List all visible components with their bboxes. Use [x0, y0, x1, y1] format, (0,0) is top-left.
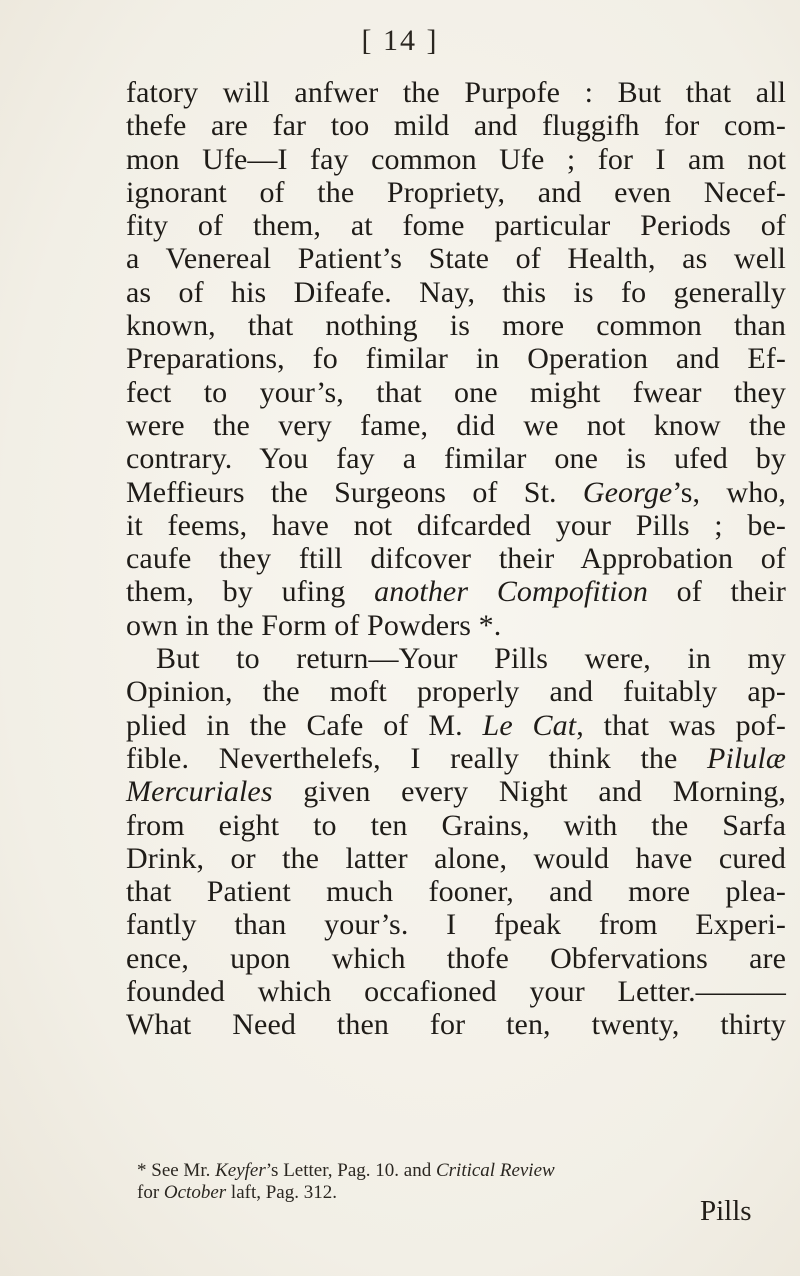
text-line: ence, upon which thofe Obfervations are [126, 941, 786, 975]
footnote-review: Critical Review [435, 1160, 555, 1181]
text-line: What Need then for ten, twenty, thirty [126, 1008, 786, 1042]
footnote-line [137, 1182, 737, 1204]
text-line: ignorant of the Propriety, and even Necef- [126, 175, 786, 209]
footnote-name: Keyfer [215, 1160, 266, 1181]
text-segment: fible. Neverthelefs, I really think the [126, 741, 708, 775]
footnote-text: laft, Pag. 312. [226, 1182, 337, 1203]
text-line: a Venereal Patient’s State of Health, as well [126, 242, 786, 276]
text-line [126, 775, 786, 808]
text-line: were the very fame, did we not know the [126, 408, 786, 442]
text-line: as of his Difeafe. Nay, this is fo generally [126, 275, 786, 309]
italic-segment: another Compofition [374, 575, 648, 609]
text-line: Preparations, fo fimilar in Operation and Ef- [126, 342, 786, 376]
text-line: fantly than your’s. I fpeak from Experi- [126, 908, 786, 942]
text-segment: , that was pof- [576, 708, 786, 742]
text-segment: given every Night and Morning, [272, 775, 786, 809]
footnote-line [137, 1160, 737, 1182]
italic-segment: Pilulæ [707, 741, 786, 775]
italic-segment: Mercuriales [126, 775, 273, 809]
page-number: [ 14 ] [361, 24, 439, 57]
text-line [126, 575, 786, 608]
footnote-month: October [163, 1182, 227, 1203]
text-line: Drink, or the latter alone, would have cured [126, 841, 786, 875]
footnote [137, 1160, 737, 1204]
text-line: fity of them, at fome particular Periods of [126, 209, 786, 243]
text-segment: of their [647, 575, 786, 609]
text-line: known, that nothing is more common than [126, 309, 786, 343]
text-line: mon Ufe—I fay common Ufe ; for I am not [126, 142, 786, 176]
body-text [126, 76, 786, 1042]
italic-segment: George [582, 475, 673, 509]
text-line: thefe are far too mild and fluggifh for com- [126, 109, 786, 143]
footnote-text: for [137, 1182, 164, 1203]
text-line: caufe they ftill difcover their Approbation of [126, 542, 786, 576]
text-line: that Patient much fooner, and more plea- [126, 875, 786, 909]
text-segment: Meffieurs the Surgeons of St. [126, 475, 583, 509]
text-segment: plied in the Cafe of M. [126, 708, 483, 742]
text-line [126, 709, 786, 742]
text-line [126, 742, 786, 775]
text-line [126, 476, 786, 509]
text-segment: them, by ufing [126, 575, 375, 609]
text-line: founded which occafioned your Letter.——— [126, 975, 786, 1009]
text-line: But to return—Your Pills were, in my [156, 642, 786, 676]
catchword: Pills [700, 1195, 752, 1227]
text-line: fatory will anfwer the Purpofe : But that all [126, 76, 786, 109]
text-line: it feems, have not difcarded your Pills ; be- [126, 508, 786, 542]
text-line: contrary. You fay a fimilar one is ufed by [126, 442, 786, 476]
footnote-text: * See Mr. [137, 1160, 216, 1181]
text-segment: ’s, who, [672, 475, 786, 509]
italic-segment: Le Cat [482, 708, 577, 742]
text-line: from eight to ten Grains, with the Sarfa [126, 808, 786, 842]
text-line: own in the Form of Powders *. [126, 608, 502, 642]
text-line: Opinion, the moft properly and fuitably ap- [126, 675, 786, 709]
footnote-text: ’s Letter, Pag. 10. and [265, 1160, 436, 1181]
text-line: fect to your’s, that one might fwear they [126, 375, 786, 409]
